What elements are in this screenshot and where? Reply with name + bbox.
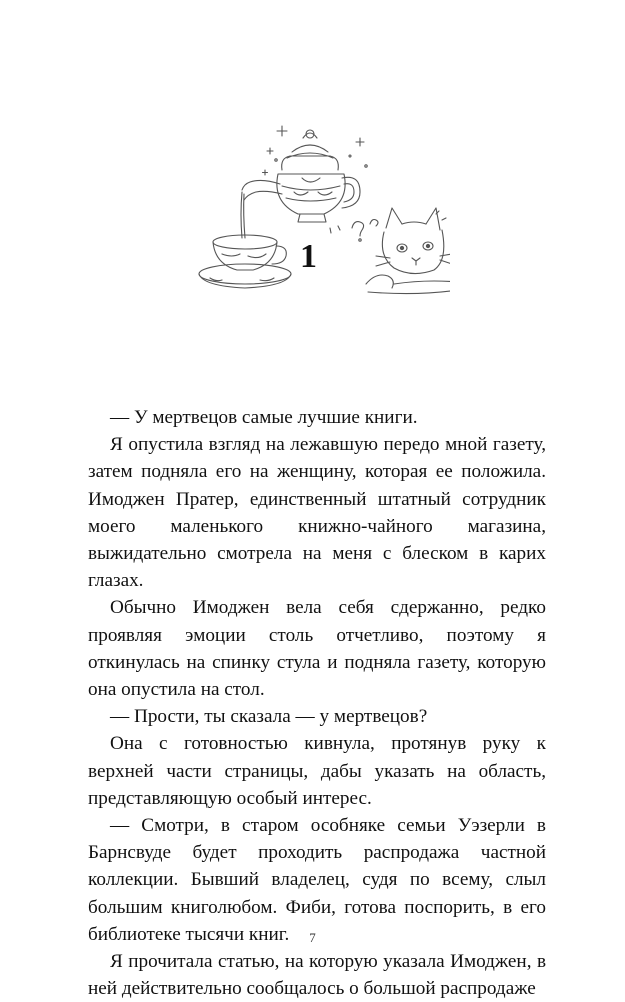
paragraph: Я опустила взгляд на лежавшую передо мной газету, затем подняла его на женщину, которая ее положила. Имоджен Пратер, единственный штатный сотрудник моего маленького книжно-чайного магазина, выжидательно смотрела на меня с блеском в карих глазах. (88, 434, 546, 592)
paragraph: — Прости, ты сказала — у мертвецов? (110, 706, 428, 728)
paragraph: — Смотри, в старом особняке семьи Уэзерли в Барнсвуде будет проходить распродажа частной коллекции. Бывший владелец, судя по всему, слыл большим книголюбом. Фиби, готова поспорить, в его библиотеке тысячи книг. (88, 815, 546, 945)
paragraph: Она с готовностью кивнула, протянув руку к верхней части страницы, дабы указать на область, представляющую особый интерес. (88, 733, 546, 809)
chapter-text (88, 404, 546, 1002)
teacup-icon (199, 235, 291, 288)
chapter-illustration (190, 108, 450, 308)
chapter-number: 1 (300, 238, 317, 275)
page-number: 7 (309, 930, 316, 945)
teapot-icon (242, 130, 360, 233)
paragraph: Я прочитала статью, на которую указала Имоджен, в ней действительно сообщалось о большой распродаже (88, 951, 546, 1000)
paragraph: — У мертвецов самые лучшие книги. (110, 407, 418, 428)
tea-stream (241, 192, 242, 238)
paragraph: Обычно Имоджен вела себя сдержанно, редко проявляя эмоции столь отчетливо, поэтому я откинулась на спинку стула и подняла газету, которую она опустила на стол. (88, 597, 546, 701)
kitten-icon (352, 208, 450, 294)
sparkle-icon (263, 126, 368, 175)
